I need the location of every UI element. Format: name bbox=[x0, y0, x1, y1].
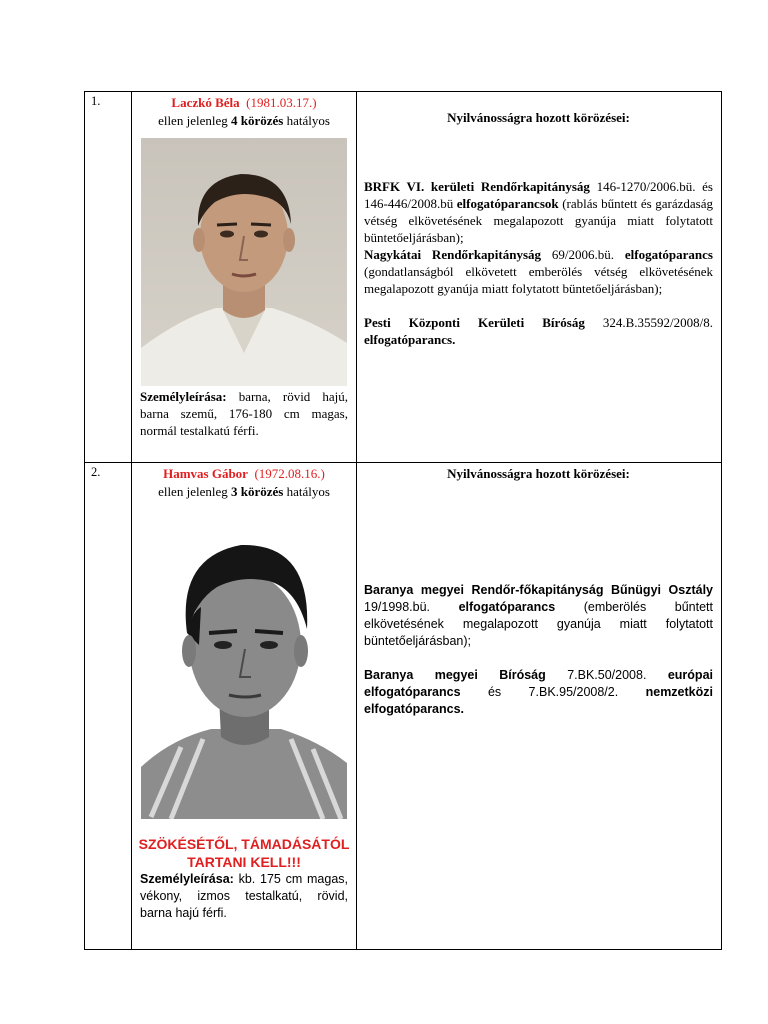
person-name: Hamvas Gábor bbox=[163, 466, 248, 481]
warrant-count: 3 körözés bbox=[230, 484, 284, 499]
warrants-cell bbox=[357, 92, 722, 463]
warrant-type: elfogatóparancs bbox=[458, 600, 556, 614]
warrants-title: Nyilvánosságra hozott körözései: bbox=[447, 110, 630, 125]
row-number: 1. bbox=[85, 92, 132, 463]
issuer-name: Baranya megyei Bíróság bbox=[364, 668, 546, 682]
case-number: 19/1998.bü. bbox=[364, 600, 459, 614]
warrant-type: elfogatóparancs bbox=[624, 247, 713, 262]
warrant-count: 4 körözés bbox=[230, 113, 284, 128]
warrant-entry bbox=[364, 582, 713, 650]
warrant-entry bbox=[364, 314, 713, 348]
description-label: Személyleírása: bbox=[140, 389, 227, 404]
case-number: 324.B.35592/2008/8. bbox=[584, 315, 713, 330]
status-suffix: hatályos bbox=[283, 484, 330, 499]
status-prefix: ellen jelenleg bbox=[158, 113, 231, 128]
person-header bbox=[132, 94, 356, 130]
person-cell bbox=[132, 92, 357, 463]
case-number: 146-1270/2006.bü. és 146-446/2008.bü bbox=[364, 179, 713, 211]
warrants-cell bbox=[357, 463, 722, 950]
case-number: 7.BK.50/2008. bbox=[545, 668, 668, 682]
warrants-title: Nyilvánosságra hozott körözései: bbox=[447, 466, 630, 481]
case-number: és 7.BK.95/2008/2. bbox=[460, 685, 646, 699]
warrant-type: nemzetközi elfogatóparancs. bbox=[364, 685, 713, 716]
warrant-details: (gondatlanságból elkövetett emberölés vétség elkövetésének megalapozott gyanúja miatt folytatott büntetőeljárásban); bbox=[364, 264, 713, 296]
table-row bbox=[85, 92, 722, 463]
suspect-photo bbox=[141, 138, 347, 386]
description-text: barna, rövid hajú, barna szemű, 176-180 cm magas, normál testalkatú férfi. bbox=[140, 389, 348, 438]
issuer-name: Nagykátai Rendőrkapitányság bbox=[364, 247, 542, 262]
person-description bbox=[132, 388, 356, 439]
status-suffix: hatályos bbox=[283, 113, 330, 128]
warrant-details: (rablás bűntett és garázdaság vétség elkövetésének megalapozott gyanúja miatt folytatott büntetőeljárásban); bbox=[364, 196, 713, 245]
warrant-type: elfogatóparancsok bbox=[456, 196, 559, 211]
person-description bbox=[132, 871, 356, 922]
row-number: 2. bbox=[85, 463, 132, 950]
person-cell bbox=[132, 463, 357, 950]
warrant-details: (emberölés bűntett elkövetésének megalapozott gyanúja miatt folytatott büntetőeljárásban); bbox=[364, 600, 713, 648]
issuer-name: BRFK VI. kerületi Rendőrkapitányság bbox=[364, 179, 590, 194]
danger-warning: SZÖKÉSÉTŐL, TÁMADÁSÁTÓL TARTANI KELL!!! bbox=[138, 836, 350, 870]
description-text: kb. 175 cm magas, vékony, izmos testalkatú, rövid, barna hajú férfi. bbox=[140, 872, 348, 920]
case-number: 69/2006.bü. bbox=[541, 247, 625, 262]
warrant-type: elfogatóparancs. bbox=[364, 332, 456, 347]
issuer-name: Pesti Központi Kerületi Bíróság bbox=[364, 315, 585, 330]
description-label: Személyleírása: bbox=[140, 872, 234, 886]
issuer-name: Baranya megyei Rendőr-főkapitányság Bűnügyi Osztály bbox=[364, 583, 713, 597]
person-name: Laczkó Béla bbox=[171, 95, 240, 110]
person-dob: (1972.08.16.) bbox=[254, 466, 325, 481]
warrant-entry bbox=[364, 246, 713, 297]
person-dob: (1981.03.17.) bbox=[246, 95, 317, 110]
warrant-type: európai elfogatóparancs bbox=[364, 668, 713, 699]
warrant-table bbox=[84, 91, 722, 950]
warrant-entry bbox=[364, 667, 713, 718]
suspect-photo bbox=[141, 517, 347, 819]
status-prefix: ellen jelenleg bbox=[158, 484, 231, 499]
table-row bbox=[85, 463, 722, 950]
person-header bbox=[132, 465, 356, 501]
warrant-entry bbox=[364, 178, 713, 246]
